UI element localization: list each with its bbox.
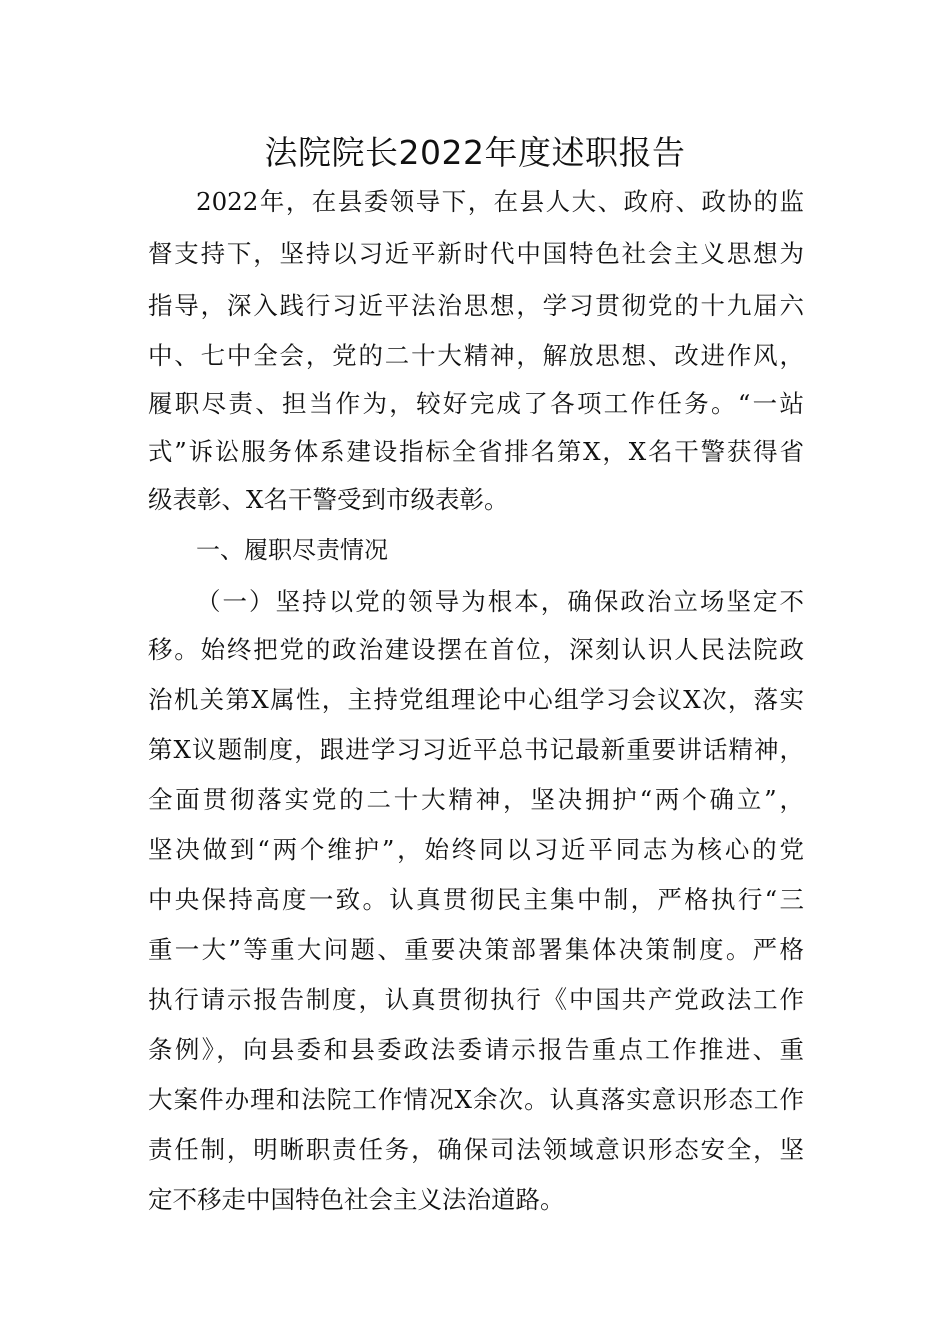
paragraph-line: 大案件办理和法院工作情况X余次。认真落实意识形态工作 [148, 1085, 804, 1114]
paragraph-line: 式”诉讼服务体系建设指标全省排名第X，X名干警获得省 [148, 437, 804, 466]
paragraph-line: 重一大”等重大问题、重要决策部署集体决策制度。严格 [148, 935, 804, 964]
paragraph-line: 执行请示报告制度，认真贯彻执行《中国共产党政法工作 [148, 985, 804, 1014]
paragraph-line: （一）坚持以党的领导为根本，确保政治立场坚定不 [196, 587, 804, 616]
paragraph-line: 指导，深入践行习近平法治思想，学习贯彻党的十九届六 [148, 291, 804, 320]
paragraph-line: 全面贯彻落实党的二十大精神，坚决拥护“两个确立”， [148, 785, 804, 814]
section-heading: 一、履职尽责情况 [196, 536, 388, 564]
paragraph-line: 2022年，在县委领导下，在县人大、政府、政协的监 [196, 187, 804, 216]
paragraph-line: 中央保持高度一致。认真贯彻民主集中制，严格执行“三 [148, 885, 804, 914]
paragraph-line: 履职尽责、担当作为，较好完成了各项工作任务。“一站 [148, 389, 804, 418]
paragraph-line: 中、七中全会，党的二十大精神，解放思想、改进作风， [148, 341, 804, 370]
paragraph-line: 第X议题制度，跟进学习习近平总书记最新重要讲话精神， [148, 735, 804, 764]
paragraph-line: 督支持下，坚持以习近平新时代中国特色社会主义思想为 [148, 239, 804, 268]
paragraph-line: 坚决做到“两个维护”，始终同以习近平同志为核心的党 [148, 835, 804, 864]
paragraph-line: 条例》，向县委和县委政法委请示报告重点工作推进、重 [148, 1035, 804, 1064]
paragraph-line: 级表彰、X名干警受到市级表彰。 [148, 485, 509, 514]
paragraph-line: 定不移走中国特色社会主义法治道路。 [148, 1185, 565, 1214]
paragraph-line: 责任制，明晰职责任务，确保司法领域意识形态安全，坚 [148, 1135, 804, 1164]
paragraph-line: 治机关第X属性，主持党组理论中心组学习会议X次，落实 [148, 685, 804, 714]
document-title: 法院院长2022年度述职报告 [264, 133, 686, 172]
paragraph-line: 移。始终把党的政治建设摆在首位，深刻认识人民法院政 [148, 635, 804, 664]
